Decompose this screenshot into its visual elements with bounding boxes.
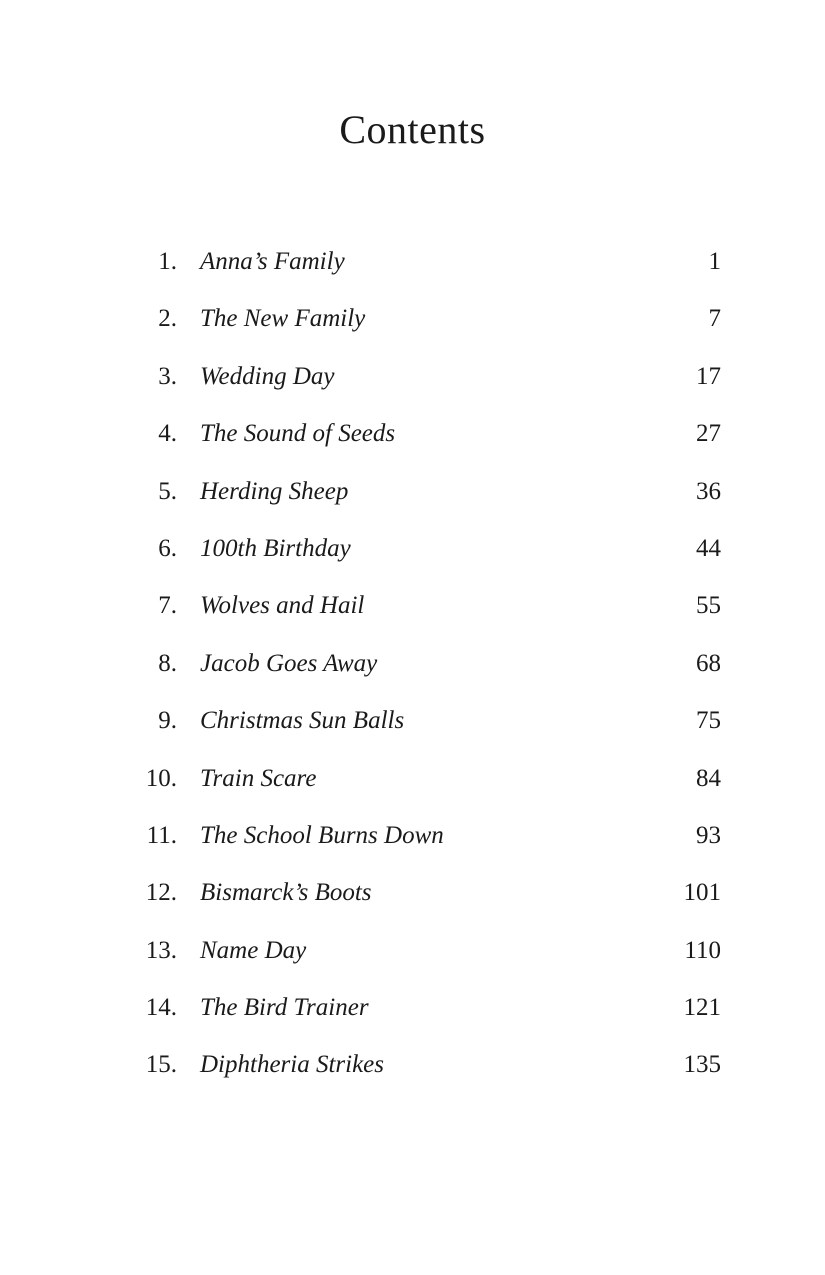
chapter-number: 4. [158, 420, 177, 448]
toc-entry-15[interactable] [0, 1036, 825, 1093]
page-number: 55 [696, 592, 721, 620]
page-number: 135 [683, 1051, 721, 1079]
chapter-number: 8. [158, 649, 177, 677]
chapter-number: 5. [158, 477, 177, 505]
chapter-number: 6. [158, 534, 177, 562]
toc-entry-2[interactable] [0, 290, 825, 347]
chapter-number: 2. [158, 305, 177, 333]
page-number: 75 [696, 707, 721, 735]
chapter-title[interactable]: The Bird Trainer [200, 994, 369, 1022]
page-number: 68 [696, 649, 721, 677]
toc-entry-12[interactable] [0, 864, 825, 921]
toc-entry-4[interactable] [0, 405, 825, 462]
chapter-title[interactable]: Christmas Sun Balls [200, 707, 405, 735]
toc-entry-13[interactable] [0, 922, 825, 979]
chapter-number: 14. [145, 994, 177, 1022]
page-number: 101 [683, 879, 721, 907]
page-number: 36 [696, 477, 721, 505]
toc-entry-5[interactable] [0, 463, 825, 520]
chapter-title[interactable]: Wedding Day [200, 362, 335, 390]
chapter-title[interactable]: Jacob Goes Away [200, 649, 378, 677]
toc-entry-7[interactable] [0, 577, 825, 634]
chapter-number: 15. [145, 1051, 177, 1079]
chapter-number: 3. [158, 362, 177, 390]
chapter-title[interactable]: Bismarck’s Boots [200, 879, 372, 907]
toc-entry-14[interactable] [0, 979, 825, 1036]
toc-entry-9[interactable] [0, 692, 825, 749]
chapter-number: 7. [158, 592, 177, 620]
page-number: 7 [708, 305, 721, 333]
toc-entry-1[interactable] [0, 233, 825, 290]
chapter-number: 13. [145, 936, 177, 964]
chapter-title[interactable]: The School Burns Down [200, 821, 444, 849]
chapter-title[interactable]: Name Day [200, 936, 307, 964]
chapter-number: 10. [145, 764, 177, 792]
page-title: Contents [339, 107, 486, 152]
page-number: 44 [696, 534, 721, 562]
page-number: 27 [696, 420, 721, 448]
chapter-number: 12. [145, 879, 177, 907]
chapter-number: 1. [158, 248, 177, 275]
page-number: 1 [708, 248, 721, 275]
chapter-title[interactable]: The New Family [200, 305, 366, 333]
chapter-title[interactable]: Train Scare [200, 764, 317, 792]
page-number: 121 [683, 994, 721, 1022]
toc-entry-11[interactable] [0, 807, 825, 864]
chapter-title[interactable]: Herding Sheep [200, 477, 349, 505]
chapter-title[interactable]: The Sound of Seeds [200, 420, 396, 448]
toc-entry-8[interactable] [0, 635, 825, 692]
page-number: 93 [696, 821, 721, 849]
chapter-title[interactable]: 100th Birthday [200, 534, 351, 562]
page-number: 84 [696, 764, 721, 792]
toc-entry-10[interactable] [0, 750, 825, 807]
toc-entry-6[interactable] [0, 520, 825, 577]
chapter-title[interactable]: Wolves and Hail [200, 592, 365, 620]
chapter-number: 11. [146, 821, 177, 849]
chapter-title[interactable]: Anna’s Family [200, 248, 345, 275]
toc-entry-3[interactable] [0, 348, 825, 405]
page-number: 110 [684, 936, 721, 964]
chapter-title[interactable]: Diphtheria Strikes [200, 1051, 385, 1079]
chapter-number: 9. [158, 707, 177, 735]
page-number: 17 [696, 362, 721, 390]
table-of-contents [0, 233, 825, 1094]
